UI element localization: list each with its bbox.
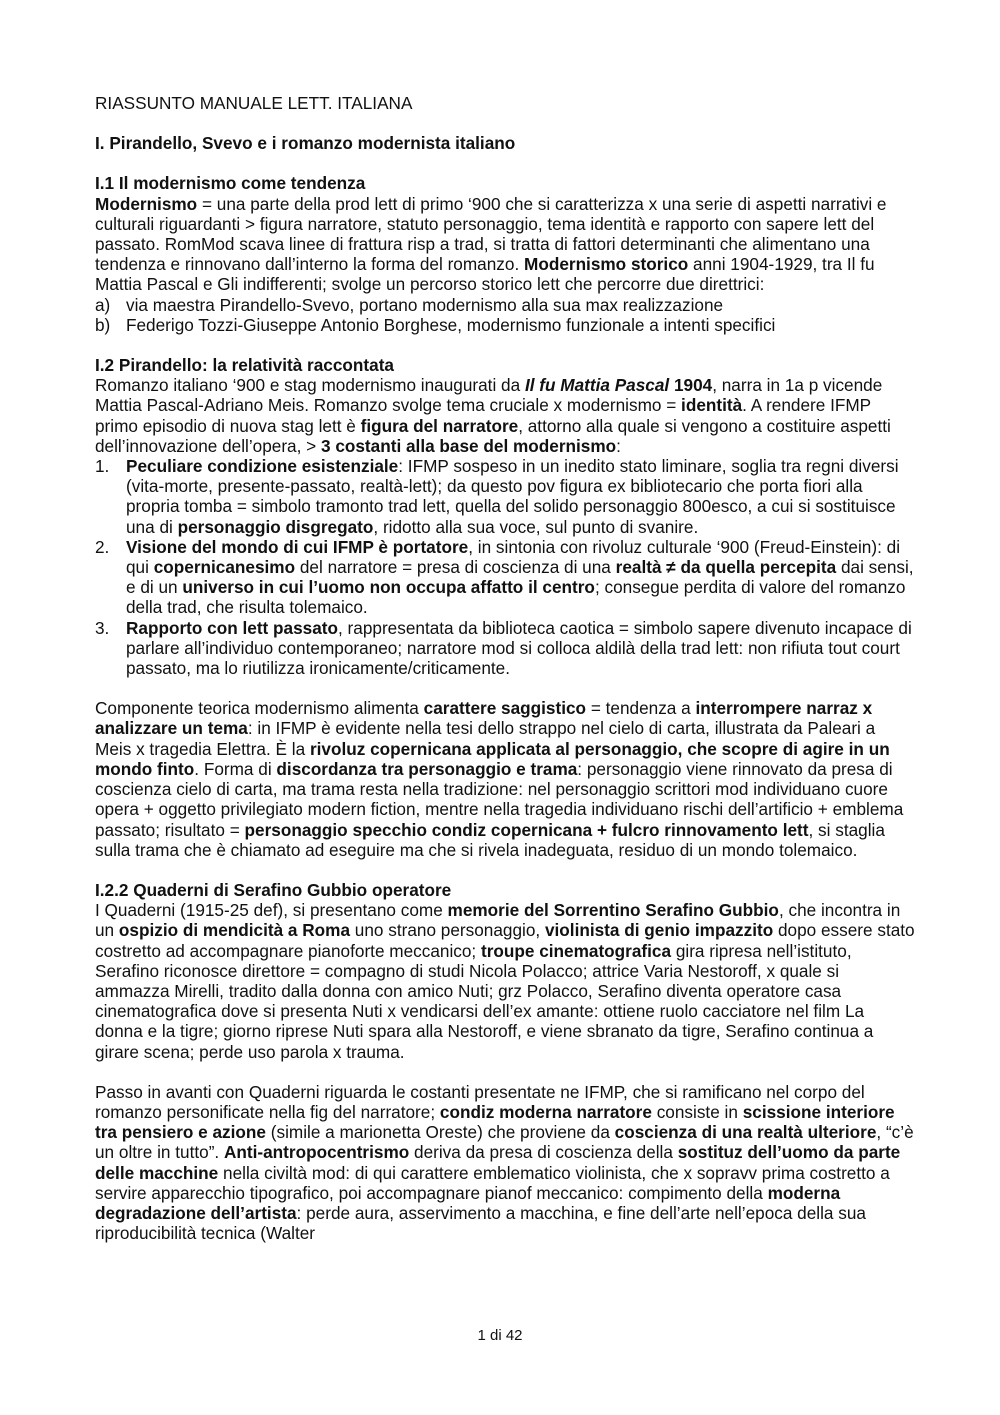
- text-run: , “c’è un oltre in tutto”.: [95, 1122, 914, 1163]
- bold-text: 3 costanti alla base del modernismo: [320, 435, 617, 456]
- text-run: , si staglia sulla trama che è chiamato ad eseguire ma che si rivela inadeguata, residuo di un mondo tolemaico.: [95, 819, 885, 860]
- bold-text: violinista di genio impazzito: [544, 920, 774, 941]
- bold-text: coscienza di una realtà ulteriore: [614, 1122, 877, 1143]
- text-run: dopo essere stato costretto ad accompagnare pianoforte meccanico;: [95, 920, 915, 961]
- text-run: Romanzo italiano ‘900 e stag modernismo inaugurati da: [95, 375, 525, 396]
- text-run: deriva da presa di coscienza della: [409, 1142, 678, 1163]
- text-run: :: [616, 435, 621, 456]
- text-run: Federigo Tozzi-Giuseppe Antonio Borghese, modernismo funzionale a intenti specifici: [126, 314, 776, 335]
- paragraph: [95, 375, 915, 456]
- bold-text: Rapporto con lett passato: [126, 617, 338, 638]
- bold-text: identità: [681, 395, 743, 416]
- text-run: via maestra Pirandello-Svevo, portano modernismo alla sua max realizzazione: [126, 294, 724, 315]
- text-run: . A rendere IFMP primo episodio di nuova stag lett è: [95, 395, 871, 436]
- emphasis-text: Il fu Mattia Pascal: [524, 375, 670, 396]
- text-run: consiste in: [651, 1101, 743, 1122]
- bold-text: ospizio di mendicità a Roma: [118, 920, 351, 941]
- bold-text: copernicanesimo: [153, 557, 296, 578]
- section-heading: I.2 Pirandello: la relatività raccontata: [95, 355, 394, 376]
- text-run: = una parte della prod lett di primo ‘900 che si caratterizza x una serie di aspetti narrativi e culturali riguardanti > figura narratore, statuto personaggio, tema identità e rapporto con sapere lett del passato. RomMod scava linee di frattura risp a trad, si tratta di fattori determinanti che alimentano una tendenza e rinnovano dall’interno la forma del romanzo.: [95, 193, 887, 275]
- list: [95, 295, 915, 335]
- text-run: dai sensi, e di un: [126, 557, 914, 598]
- text-run: gira ripresa nell’istituto, Serafino riconosce direttore = compagno di studi Nicola Polacco; attrice Varia Nestoroff, x quale si ammazza Mirelli, tradito dalla donna con amico Nuti; grz Polacco, Serafino diventa operatore casa cinematografica dove si presenta Nuti x vendicarsi dell’ex amante: ottiene ruolo cacciatore nel film La donna e la tigre; giorno riprese Nuti spara alla Nestoroff, e viene sbranato da tigre, Serafino continua a girare scena; perde uso parola x trauma.: [95, 940, 874, 1062]
- bold-text: Visione del mondo di cui IFMP è portatore: [126, 536, 469, 557]
- bold-text: realtà ≠ da quella percepita: [615, 557, 837, 578]
- text-run: , in sintonia con rivoluz culturale ‘900 (Freud-Einstein): di qui: [126, 536, 901, 578]
- text-run: , narra in 1a p vicende Mattia Pascal-Adriano Meis. Romanzo svolge tema cruciale x modernismo =: [95, 375, 883, 416]
- list-item: [95, 315, 915, 335]
- bold-text: memorie del Sorrentino Serafino Gubbio: [447, 900, 779, 921]
- bold-text: condiz moderna narratore: [439, 1101, 652, 1122]
- document-title: RIASSUNTO MANUALE LETT. ITALIANA: [95, 93, 413, 113]
- bold-text: troupe cinematografica: [480, 940, 672, 961]
- text-block: [95, 1082, 915, 1244]
- section: [95, 880, 915, 1243]
- text-run: , rappresentata da biblioteca caotica = simbolo sapere divenuto incapace di parlare all’individuo contemporaneo; narratore mod si colloca aldilà della trad lett: non rifiuta tout court passato, ma lo riutilizza ironicamente/criticamente.: [126, 617, 912, 679]
- list-marker: a): [95, 294, 111, 315]
- section-heading: I.1 Il modernismo come tendenza: [95, 173, 366, 194]
- bold-text: personaggio disgregato: [177, 516, 374, 537]
- bold-text: sostituz dell’uomo da parte delle macchine: [95, 1142, 901, 1183]
- text-run: Passo in avanti con Quaderni riguarda le costanti presentate ne IFMP, che si ramificano nel corpo del romanzo personificate nella fig del narratore;: [95, 1081, 865, 1122]
- document-body: [95, 173, 915, 1243]
- page-number: 1 di 42: [477, 1327, 523, 1344]
- text-run: , attorno alla quale si vengono a costituire aspetti dell’innovazione dell’opera, >: [95, 415, 891, 456]
- text-run: uno strano personaggio,: [350, 920, 545, 941]
- list-item: [95, 618, 915, 679]
- list-marker: 3.: [95, 617, 110, 638]
- bold-text: moderna degradazione dell’artista: [95, 1182, 841, 1223]
- text-block: [95, 900, 915, 1062]
- document-page: [95, 93, 915, 1263]
- text-run: I Quaderni (1915-25 def), si presentano come: [95, 900, 448, 921]
- list-marker: 1.: [95, 456, 110, 477]
- paragraph: [95, 194, 915, 295]
- text-block: [95, 194, 915, 335]
- list: [95, 456, 915, 678]
- text-run: : in IFMP è evidente nella tesi dello strappo nel cielo di carta, illustrata da Paleari a Meis x tragedia Elettra. È la: [95, 718, 876, 759]
- text-run: , che incontra in un: [95, 900, 901, 941]
- chapter-title: I. Pirandello, Svevo e i romanzo modernista italiano: [95, 133, 516, 154]
- text-run: : personaggio viene rinnovato da presa di coscienza cielo di carta, ma trama resta nella tradizione: nel personaggio scrittori mod individuano cuore opera + oggetto privilegiato modern fiction, mentre nella tragedia individuano rischi dell’artificio + emblema passato; risultato =: [95, 758, 904, 840]
- text-run: , ridotto alla sua voce, sul punto di svanire.: [373, 516, 699, 537]
- bold-text: Peculiare condizione esistenziale: [126, 456, 399, 477]
- paragraph: [95, 900, 915, 1062]
- bold-text: personaggio specchio condiz copernicana + fulcro rinnovamento lett: [244, 819, 809, 840]
- text-run: del narratore = presa di coscienza di una: [295, 557, 616, 578]
- list-item: [95, 295, 915, 315]
- list-item: [95, 456, 915, 537]
- bold-text: universo in cui l’uomo non occupa affatto il centro: [182, 577, 595, 598]
- text-run: ; consegue perdita di valore del romanzo della trad, che risulta tolemaico.: [126, 577, 906, 618]
- text-block: [95, 698, 915, 860]
- section: [95, 355, 915, 860]
- section-heading: I.2.2 Quaderni di Serafino Gubbio operatore: [95, 879, 452, 900]
- text-run: anni 1904-1929, tra Il fu Mattia Pascal e Gli indifferenti; svolge un percorso storico lett che percorre due direttrici:: [95, 254, 875, 295]
- paragraph: [95, 698, 915, 860]
- list-marker: 2.: [95, 536, 110, 557]
- bold-text: scissione interiore tra pensiero e azione: [95, 1101, 895, 1143]
- section: [95, 173, 915, 335]
- bold-text: figura del narratore: [360, 415, 519, 436]
- bold-text: 1904: [669, 375, 713, 396]
- text-run: nella civiltà mod: di qui carattere emblematico violinista, che x sopravv prima costretto a servire apparecchio tipografico, poi accompagnare pianof meccanico: compimento della: [95, 1162, 890, 1203]
- bold-text: carattere saggistico: [423, 698, 587, 719]
- text-run: : IFMP sospeso in un inedito stato liminare, soglia tra regni diversi (vita-morte, presente-passato, realtà-lett); da questo pov figura ex bibliotecario che porta fiori alla propria tomba = simbolo tramonto trad lett, quella del solido personaggio 800esco, a cui si sostituisce una di: [126, 456, 899, 537]
- paragraph: [95, 1082, 915, 1244]
- text-run: : perde aura, asservimento a macchina, e fine dell’arte nell’epoca della sua riproducibilità tecnica (Walter: [95, 1202, 866, 1244]
- bold-text: Modernismo storico: [524, 254, 689, 275]
- text-run: (simile a marionetta Oreste) che proviene da: [265, 1122, 615, 1143]
- bold-text: rivoluz copernicana applicata al personaggio, che scopre di agire in un mondo finto: [95, 738, 890, 779]
- bold-text: Modernismo: [95, 193, 198, 214]
- text-run: = tendenza a: [586, 698, 696, 719]
- list-item: [95, 537, 915, 618]
- bold-text: Anti-antropocentrismo: [223, 1142, 410, 1163]
- list-marker: b): [95, 314, 111, 335]
- bold-text: discordanza tra personaggio e trama: [276, 758, 578, 779]
- text-block: [95, 375, 915, 678]
- text-run: . Forma di: [194, 758, 277, 779]
- bold-text: interrompere narraz x analizzare un tema: [95, 698, 873, 739]
- text-run: Componente teorica modernismo alimenta: [95, 698, 424, 719]
